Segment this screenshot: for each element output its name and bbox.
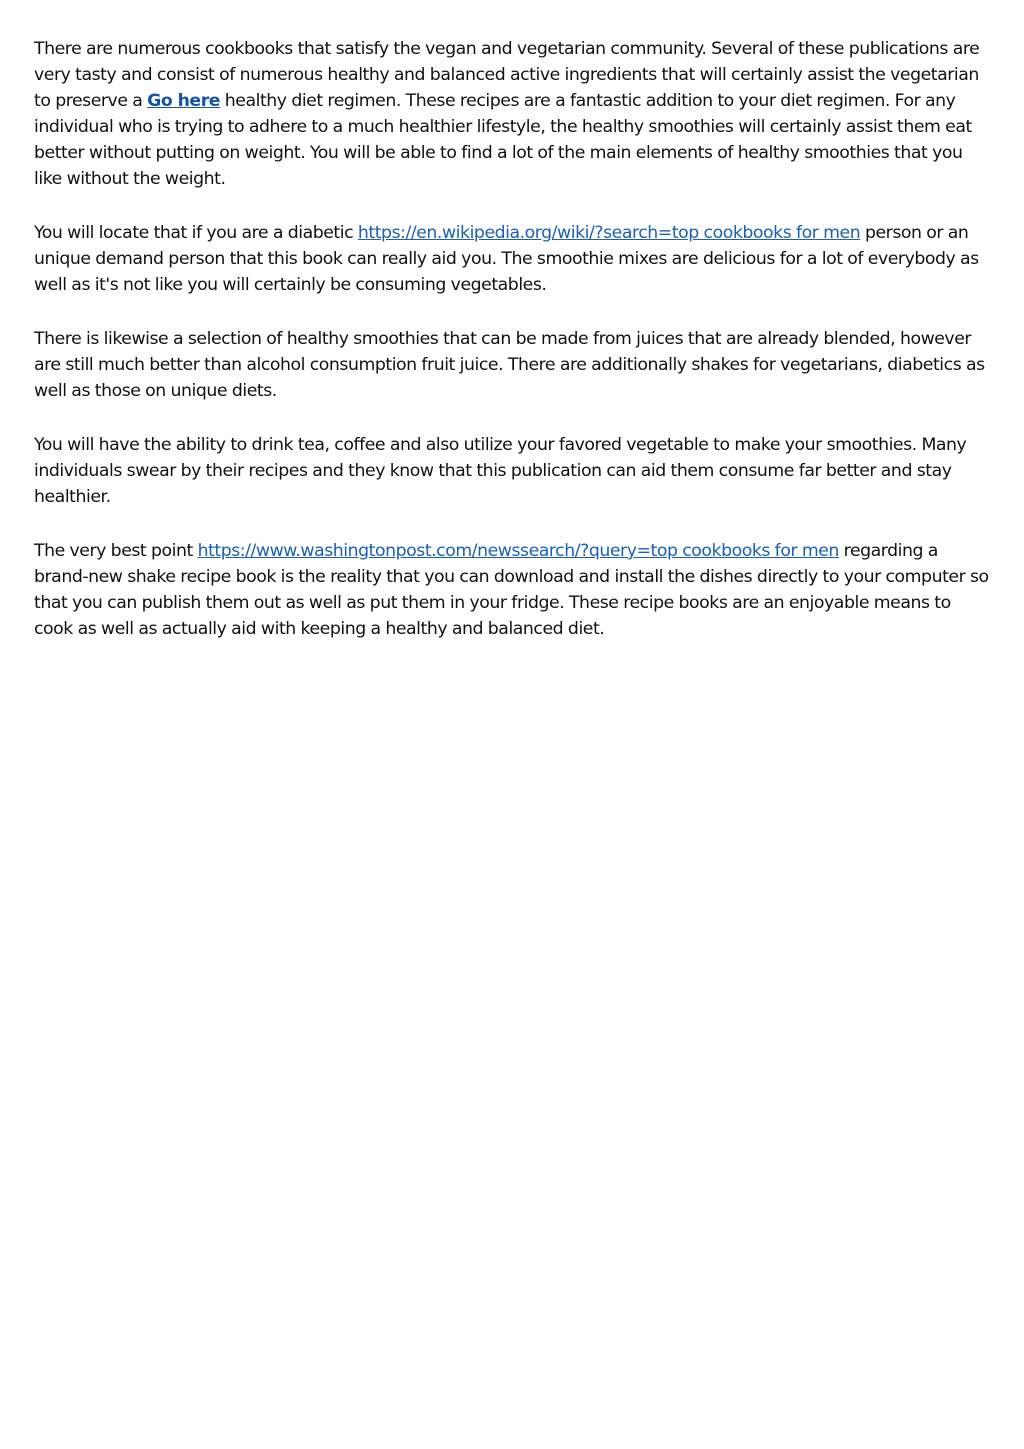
wikipedia-search-link[interactable]: https://en.wikipedia.org/wiki/?search=top cookbooks for men xyxy=(357,223,861,243)
go-here-link[interactable]: Go here xyxy=(147,91,221,111)
paragraph-text: healthy diet regimen. These recipes are a fantastic addition to your diet regimen. For any individual who is trying to adhere to a much healthier lifestyle, the healthy smoothies will certainly assist them eat better without putting on weight. You will be able to find a lot of the main elements of healthy smoothies that you like without the weight. xyxy=(34,91,972,189)
paragraph-2 xyxy=(34,220,992,298)
paragraph-text: There are numerous cookbooks that satisfy the vegan and vegetarian community. Several of these publications are very tasty and consist of numerous healthy and balanced active ingredients that will certainly assist the vegetarian to preserve a xyxy=(34,39,980,111)
paragraph-text: You will locate that if you are a diabetic xyxy=(34,223,358,243)
paragraph-text: The very best point xyxy=(34,541,198,561)
paragraph-4 xyxy=(34,432,992,510)
paragraph-text: There is likewise a selection of healthy smoothies that can be made from juices that are already blended, however are still much better than alcohol consumption fruit juice. There are additionally shakes for vegetarians, diabetics as well as those on unique diets. xyxy=(34,329,985,401)
paragraph-text: regarding a brand-new shake recipe book is the reality that you can download and install the dishes directly to your computer so that you can publish them out as well as put them in your fridge. These recipe books are an enjoyable means to cook as well as actually aid with keeping a healthy and balanced diet. xyxy=(34,541,989,639)
paragraph-3 xyxy=(34,326,992,404)
paragraph-5 xyxy=(34,538,992,642)
paragraph-1 xyxy=(34,36,992,192)
paragraph-text: person or an unique demand person that this book can really aid you. The smoothie mixes are delicious for a lot of everybody as well as it's not like you will certainly be consuming vegetables. xyxy=(34,223,979,295)
document-body xyxy=(34,36,992,670)
paragraph-text: You will have the ability to drink tea, coffee and also utilize your favored vegetable to make your smoothies. Many individuals swear by their recipes and they know that this publication can aid them consume far better and stay healthier. xyxy=(34,435,967,507)
washingtonpost-search-link[interactable]: https://www.washingtonpost.com/newssearch/?query=top cookbooks for men xyxy=(197,541,839,561)
